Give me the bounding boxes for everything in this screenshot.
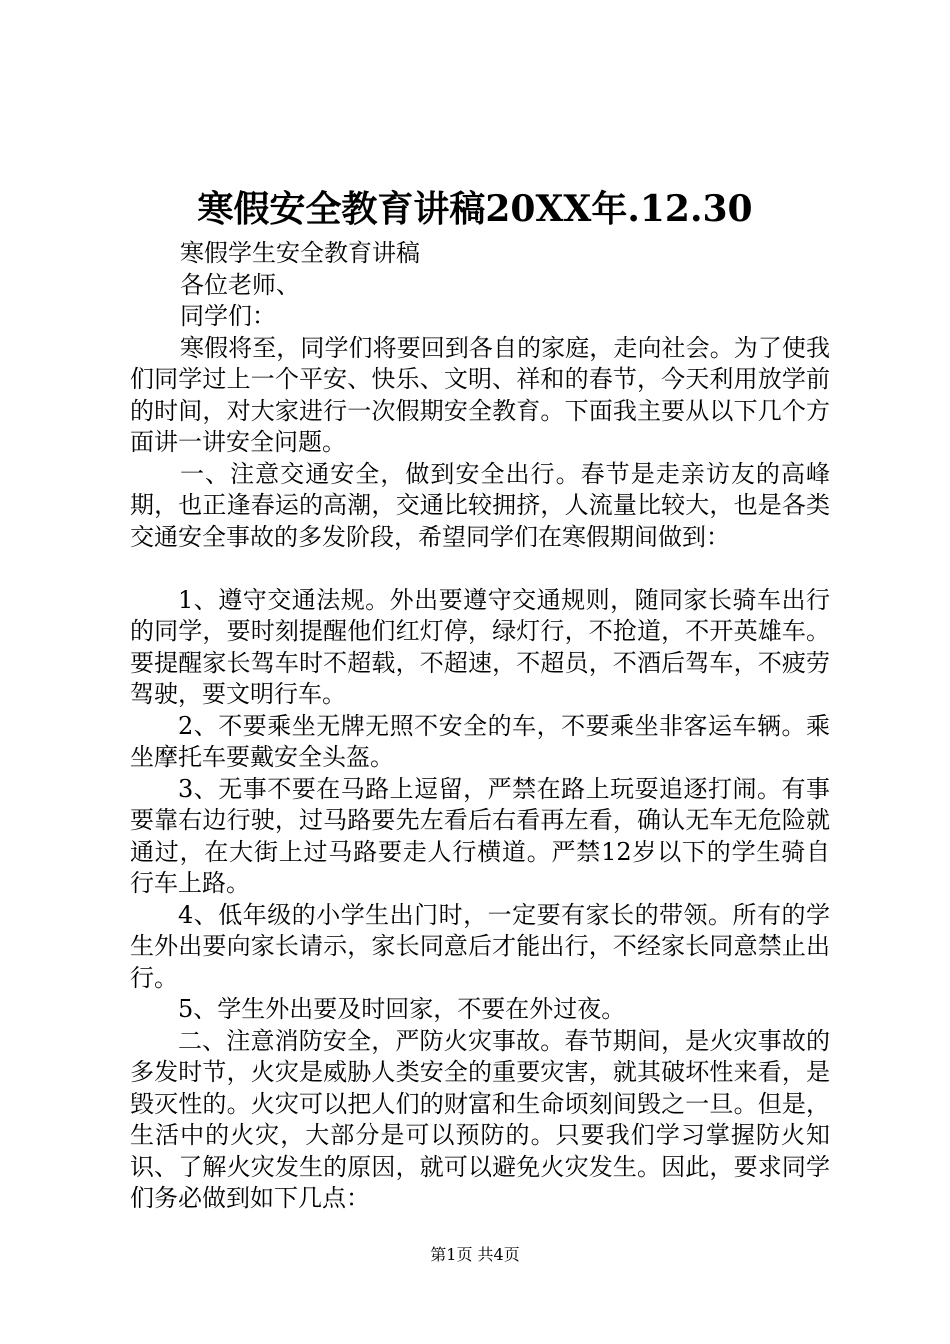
traffic-item-3: 3、无事不要在马路上逗留，严禁在路上玩耍追逐打闹。有事要靠右边行驶，过马路要先左看后右看再左看，确认无车无危险就通过，在大街上过马路要走人行横道。严禁12岁以下的学生骑自行车上路。	[130, 774, 830, 897]
subtitle-line: 寒假学生安全教育讲稿	[180, 239, 420, 267]
traffic-item-5: 5、学生外出要及时回家，不要在外过夜。	[178, 995, 626, 1023]
traffic-item-1: 1、遵守交通法规。外出要遵守交通规则，随同家长骑车出行的同学，要时刻提醒他们红灯停，绿灯行，不抢道，不开英雄车。要提醒家长驾车时不超载，不超速，不超员，不酒后驾车，不疲劳驾驶，要文明行车。	[130, 585, 830, 708]
salutation-students: 同学们：	[180, 302, 276, 330]
section-fire-safety: 二、注意消防安全，严防火灾事故。春节期间，是火灾事故的多发时节，火灾是威胁人类安全的重要灾害，就其破坏性来看，是毁灭性的。火灾可以把人们的财富和生命顷刻间毁之一旦。但是，生活中的火灾，大部分是可以预防的。只要我们学习掌握防火知识、了解火灾发生的原因，就可以避免火灾发生。因此，要求同学们务必做到如下几点：	[130, 1026, 830, 1212]
traffic-item-4: 4、低年级的小学生出门时，一定要有家长的带领。所有的学生外出要向家长请示，家长同意后才能出行，不经家长同意禁止出行。	[130, 900, 830, 992]
document-body	[130, 238, 830, 1215]
traffic-item-2: 2、不要乘坐无牌无照不安全的车，不要乘坐非客运车辆。乘坐摩托车要戴安全头盔。	[130, 711, 830, 771]
salutation-teachers: 各位老师、	[180, 270, 300, 299]
page-footer: 第1页 共4页	[430, 1245, 520, 1264]
intro-paragraph: 寒假将至，同学们将要回到各自的家庭，走向社会。为了使我们同学过上一个平安、快乐、文明、祥和的春节，今天利用放学前的时间，对大家进行一次假期安全教育。下面我主要从以下几个方面讲一讲安全问题。	[130, 333, 830, 456]
blank-line	[130, 553, 830, 585]
section-traffic-safety: 一、注意交通安全，做到安全出行。春节是走亲访友的高峰期，也正逢春运的高潮，交通比较拥挤，人流量比较大，也是各类交通安全事故的多发阶段，希望同学们在寒假期间做到：	[130, 459, 830, 551]
document-title: 寒假安全教育讲稿20XX年.12.30	[197, 188, 753, 230]
